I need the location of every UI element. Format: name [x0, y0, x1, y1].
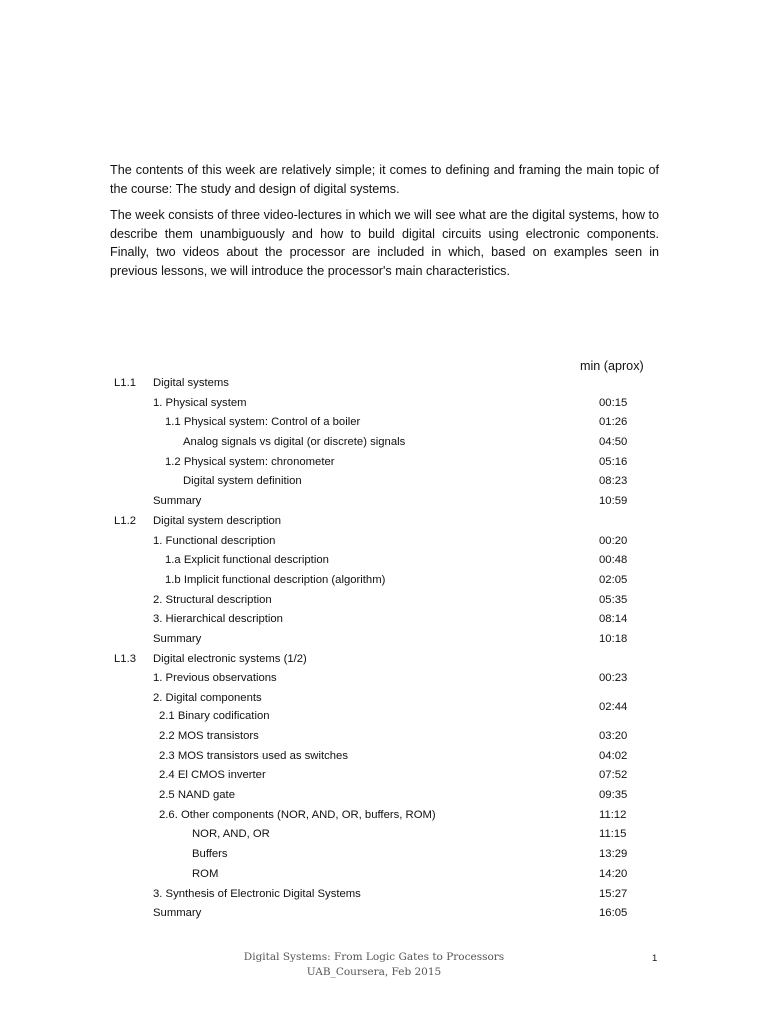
topic-title: Summary [153, 495, 202, 508]
topic-duration: 13:29 [599, 848, 628, 861]
topic-duration: 02:44 [599, 701, 628, 713]
topic-title: 1. Previous observations [153, 672, 277, 685]
topic-duration: 05:16 [599, 455, 628, 468]
topic-title: Summary [153, 632, 202, 645]
topic-duration: 09:35 [599, 789, 628, 802]
table-row [0, 728, 768, 748]
topic-title: 2. Digital components [153, 692, 262, 704]
lecture-code: L1.3 [114, 652, 136, 665]
table-row [0, 611, 768, 631]
table-row [0, 375, 768, 395]
table-row [0, 592, 768, 612]
topic-title: 2.3 MOS transistors used as switches [159, 749, 348, 762]
intro-text [110, 161, 659, 288]
footer-course-info: UAB_Coursera, Feb 2015 [306, 966, 442, 978]
topic-title: Summary [153, 907, 202, 920]
topic-duration: 05:35 [599, 593, 628, 606]
topic-duration: 00:48 [599, 554, 628, 567]
table-row [0, 748, 768, 768]
topic-title: 3. Hierarchical description [153, 613, 283, 626]
topic-duration: 11:12 [599, 808, 627, 821]
table-row [0, 905, 768, 925]
topic-duration: 03:20 [599, 730, 628, 742]
table-row [0, 866, 768, 886]
topic-duration: 10:18 [599, 632, 628, 645]
table-row [0, 846, 768, 866]
topic-duration: 14:20 [599, 867, 628, 880]
topic-subtitle: 2.1 Binary codification [159, 710, 270, 722]
topic-title: Digital system definition [183, 475, 302, 488]
topic-duration: 16:05 [599, 907, 628, 920]
lecture-code: L1.2 [114, 514, 136, 527]
topic-title: Analog signals vs digital (or discrete) signals [183, 436, 406, 449]
topic-title: 2.6. Other components (NOR, AND, OR, buffers, ROM) [159, 808, 436, 821]
table-row [0, 454, 768, 474]
topic-title: 1. Physical system [153, 396, 247, 409]
lecture-code: L1.1 [114, 377, 136, 389]
topic-title: 1.2 Physical system: chronometer [165, 455, 335, 468]
topic-duration: 00:23 [599, 672, 628, 685]
topic-duration: 01:26 [599, 416, 628, 429]
intro-paragraph-2: The week consists of three video-lectures in which we will see what are the digital systems, how to describe them unambiguously and how to build digital circuits using electronic components. Finally, two videos about the processor are included in which, based on examples seen in previous lessons, we will introduce the processor's main characteristics. [110, 208, 659, 278]
topic-title: NOR, AND, OR [192, 828, 270, 841]
table-row [0, 787, 768, 807]
topic-title: Buffers [192, 848, 228, 861]
topic-duration: 02:05 [599, 573, 628, 586]
table-row [0, 552, 768, 572]
topic-duration: 00:20 [599, 534, 628, 547]
table-row [0, 826, 768, 846]
topic-duration: 11:15 [599, 828, 627, 841]
table-row [0, 767, 768, 787]
table-row [0, 572, 768, 592]
table-row [0, 533, 768, 553]
topic-title: 1.a Explicit functional description [165, 554, 329, 567]
intro-paragraph-1: The contents of this week are relatively simple; it comes to defining and framing the main topic of the course: The study and design of digital systems. [110, 163, 659, 196]
topic-duration: 08:23 [599, 475, 628, 488]
topic-title: 2.4 El CMOS inverter [159, 769, 266, 782]
time-column-header: min (aprox) [580, 359, 644, 373]
topic-duration: 15:27 [599, 887, 628, 900]
lecture-contents-table [0, 375, 768, 925]
table-row [0, 651, 768, 671]
topic-title: Digital systems [153, 377, 229, 389]
topic-title: 1.1 Physical system: Control of a boiler [165, 416, 361, 429]
page-footer [0, 950, 748, 980]
topic-title: ROM [192, 867, 219, 880]
topic-duration: 00:15 [599, 396, 628, 409]
table-row [0, 886, 768, 906]
topic-title: 2.5 NAND gate [159, 789, 235, 802]
topic-title: 3. Synthesis of Electronic Digital Systems [153, 887, 361, 900]
topic-title: 1. Functional description [153, 534, 276, 547]
table-row [0, 414, 768, 434]
topic-title: 2.2 MOS transistors [159, 730, 259, 742]
topic-title: 1.b Implicit functional description (algorithm) [165, 573, 386, 586]
topic-title: Digital electronic systems (1/2) [153, 652, 307, 665]
table-row [0, 513, 768, 533]
topic-title: 2. Structural description [153, 593, 272, 606]
table-row [0, 690, 768, 728]
page-number: 1 [652, 953, 658, 964]
table-row [0, 631, 768, 651]
topic-duration: 04:02 [599, 749, 628, 762]
topic-duration: 08:14 [599, 613, 628, 626]
table-row [0, 473, 768, 493]
table-row [0, 807, 768, 827]
topic-duration: 07:52 [599, 769, 628, 782]
table-row [0, 395, 768, 415]
table-row [0, 670, 768, 690]
topic-duration: 04:50 [599, 436, 628, 449]
table-row [0, 434, 768, 454]
footer-course-title: Digital Systems: From Logic Gates to Processors [243, 951, 505, 963]
topic-duration: 10:59 [599, 495, 628, 508]
topic-title: Digital system description [153, 514, 282, 527]
table-row [0, 493, 768, 513]
